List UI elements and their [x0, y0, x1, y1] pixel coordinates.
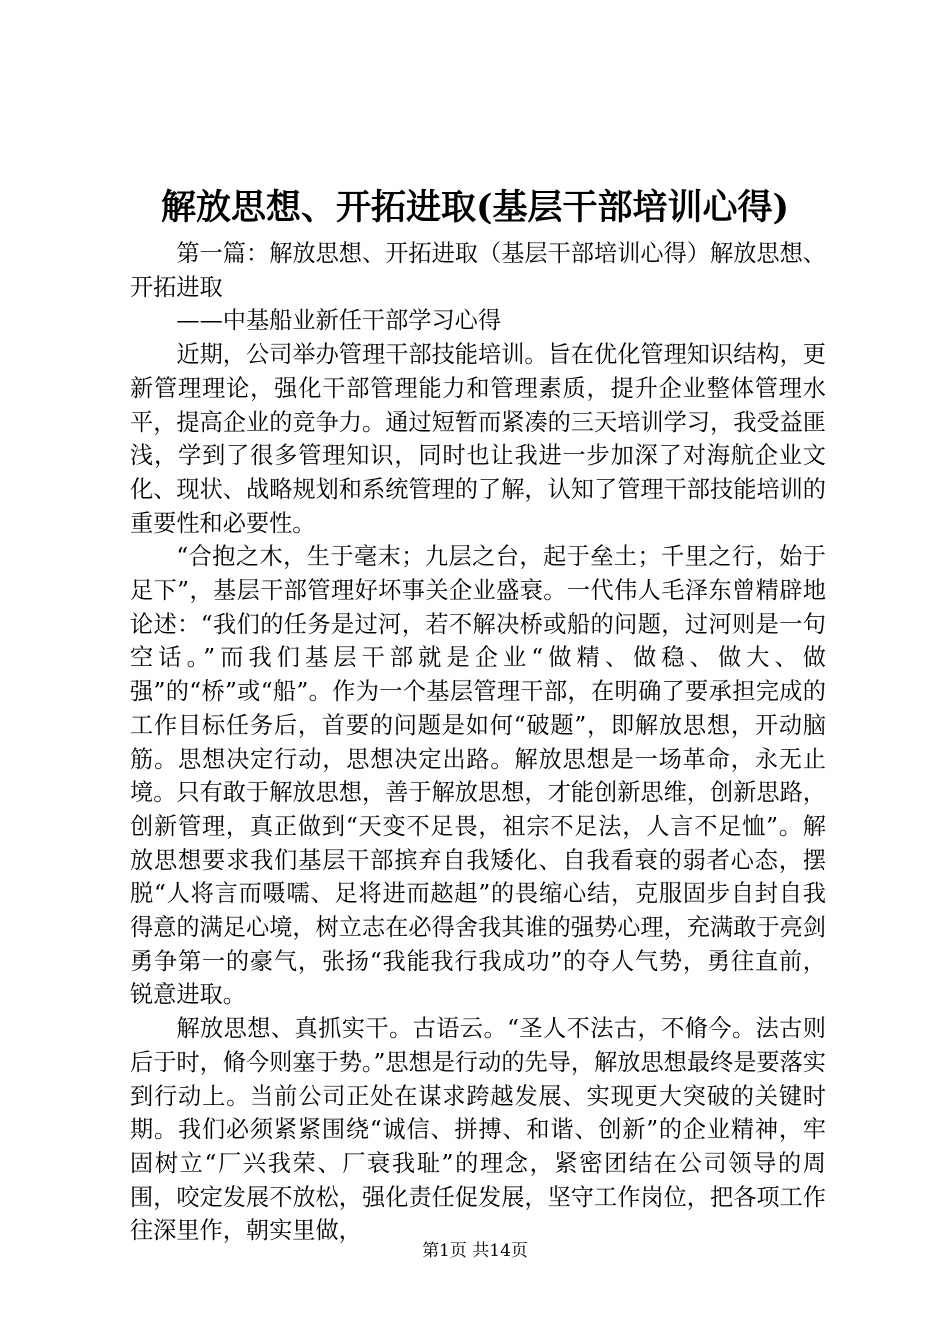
paragraph-subtitle: ——中基船业新任干部学习心得: [176, 307, 502, 335]
paragraph-action: 解放思想、真抓实干。古语云。“圣人不法古，不脩今。法古则后于时，脩今则塞于势。”思想是行动的先导，解放思想最终是要落实到行动上。当前公司正处在谋求跨越发展、实现更大突破的关键时期。我们必须紧紧围绕“诚信、拼搏、和谐、创新”的企业精神，牢固树立“厂兴我荣、厂衰我耻”的理念，紧密团结在公司领导的周围，咬定发展不放松，强化责任促发展，坚守工作岗位，把各项工作往深里作，朝实里做，: [130, 1015, 826, 1245]
document-title: 解放思想、开拓进取(基层干部培训心得): [160, 187, 790, 228]
page-number: 第1页 共14页: [422, 1241, 528, 1261]
paragraph-emancipation: “合抱之木，生于毫末；九层之台，起于垒土；千里之行，始于足下”，基层干部管理好坏事关企业盛衰。一代伟人毛泽东曾精辟地论述：“我们的任务是过河，若不解决桥或船的问题，过河则是一句空话。”而我们基层干部就是企业“做精、做稳、做大、做强”的“桥”或“船”。作为一个基层管理干部，在明确了要承担完成的工作目标任务后，首要的问题是如何“破题”，即解放思想，开动脑筋。思想决定行动，思想决定出路。解放思想是一场革命，永无止境。只有敢于解放思想，善于解放思想，才能创新思维，创新思路，创新管理，真正做到“天变不足畏，祖宗不足法，人言不足恤”。解放思想要求我们基层干部摈弃自我矮化、自我看衰的弱者心态，摆脱“人将言而嗫嚅、足将进而趑趄”的畏缩心结，克服固步自封自我得意的满足心境，树立志在必得舍我其谁的强势心理，充满敢于亮剑勇争第一的豪气，张扬“我能我行我成功”的夺人气势，勇往直前，锐意进取。: [130, 543, 826, 1009]
document-body: [130, 237, 826, 1248]
paragraph-intro: 第一篇：解放思想、开拓进取（基层干部培训心得）解放思想、开拓进取: [130, 240, 826, 301]
paragraph-training: 近期，公司举办管理干部技能培训。旨在优化管理知识结构，更新管理理论，强化干部管理能力和管理素质，提升企业整体管理水平，提高企业的竞争力。通过短暂而紧凑的三天培训学习，我受益匪浅，学到了很多管理知识，同时也让我进一步加深了对海航企业文化、现状、战略规划和系统管理的了解，认知了管理干部技能培训的重要性和必要性。: [130, 341, 826, 537]
